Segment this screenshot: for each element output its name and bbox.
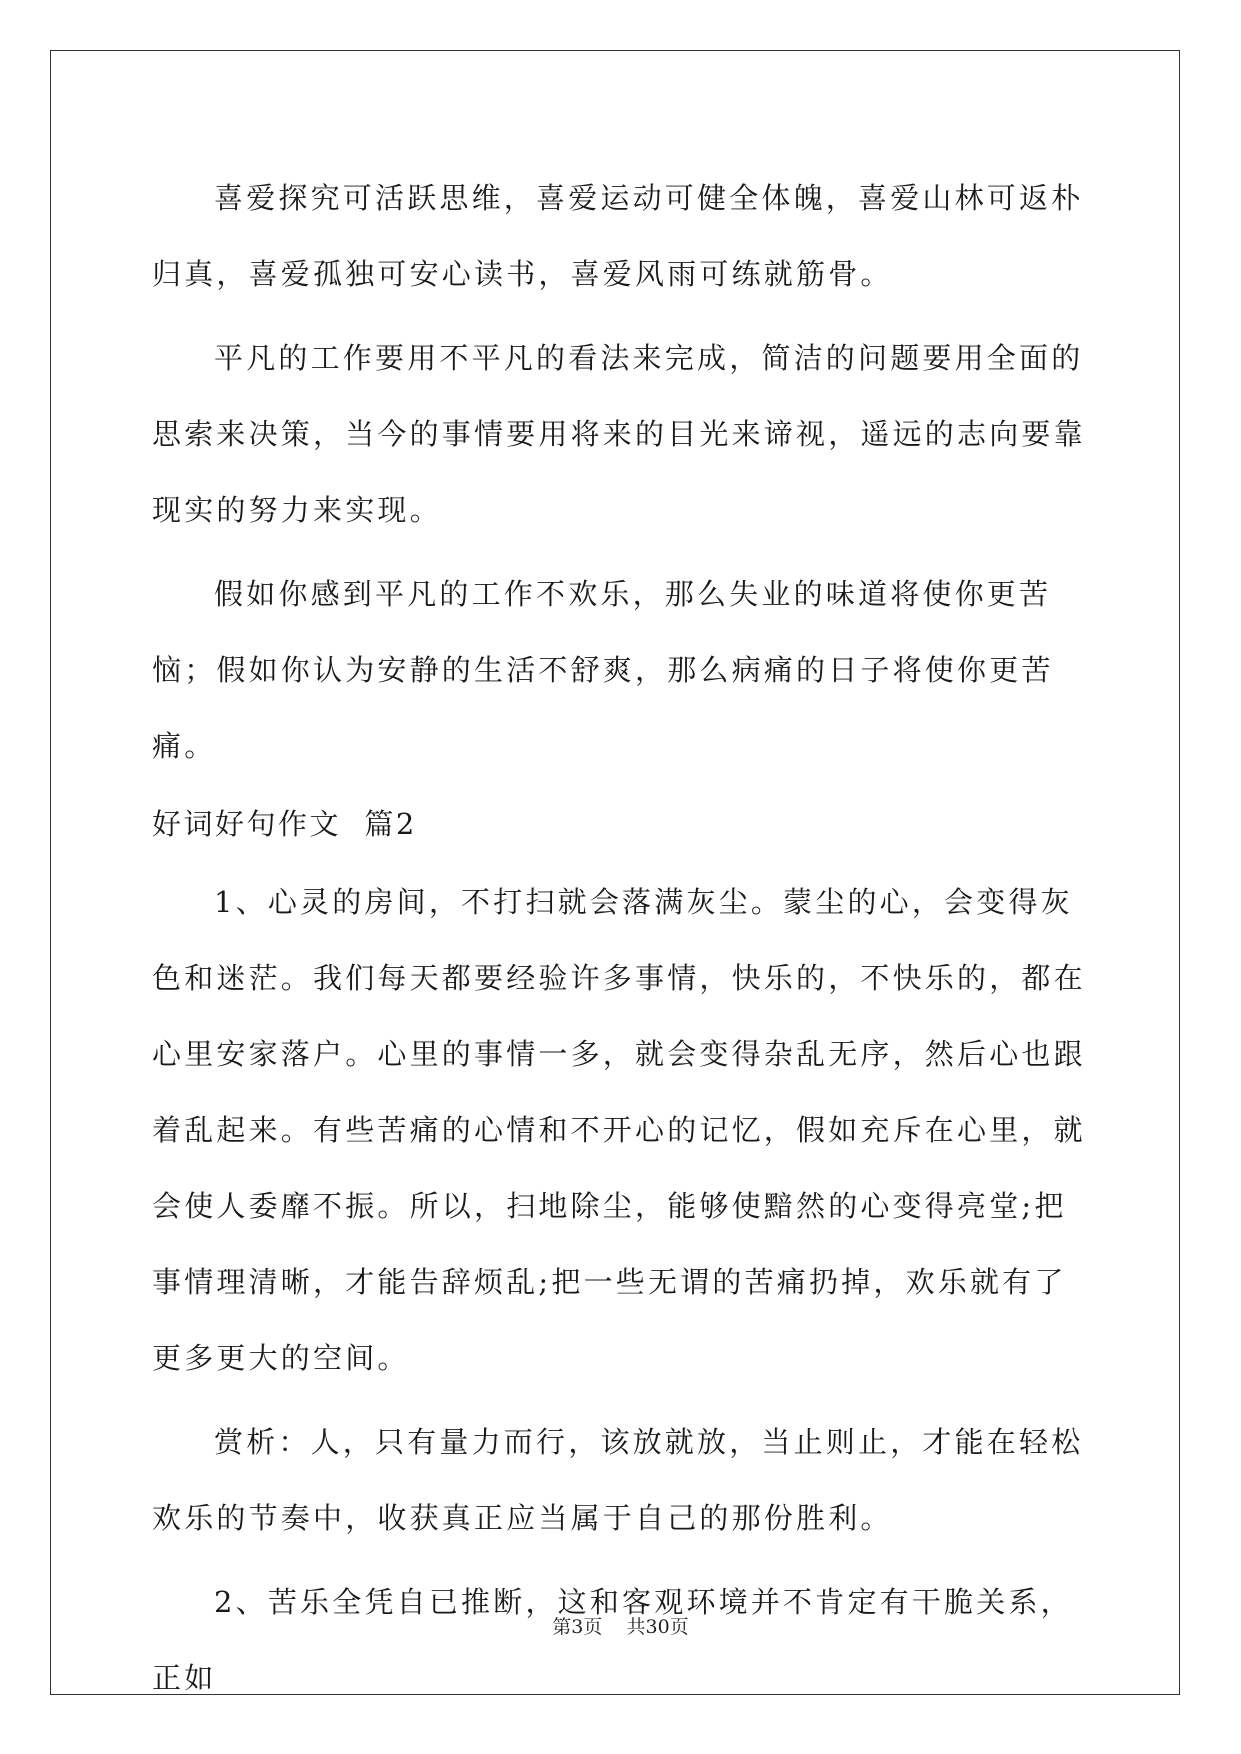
paragraph-6: 2、苦乐全凭自已推断，这和客观环境并不肯定有干脆关系，正如: [152, 1585, 1073, 1695]
paragraph-5: 赏析：人，只有量力而行，该放就放，当止则止，才能在轻松欢乐的节奏中，收获真正应当属于自己的那份胜利。: [152, 1425, 1084, 1535]
section-heading: 好词好句作文 篇2: [152, 807, 417, 841]
paragraph-2: 平凡的工作要用不平凡的看法来完成，简洁的问题要用全面的思索来决策，当今的事情要用将来的目光来谛视，遥远的志向要靠现实的努力来实现。: [152, 341, 1086, 527]
paragraph-3: 假如你感到平凡的工作不欢乐，那么失业的味道将使你更苦恼；假如你认为安静的生活不舒爽，那么病痛的日子将使你更苦痛。: [152, 577, 1054, 763]
document-body: [152, 160, 1087, 1724]
page-footer: [0, 1612, 1241, 1639]
paragraph-1: 喜爱探究可活跃思维，喜爱运动可健全体魄，喜爱山林可返朴归真，喜爱孤独可安心读书，喜爱风雨可练就筋骨。: [152, 181, 1084, 291]
paragraph-4: 1、心灵的房间，不打扫就会落满灰尘。蒙尘的心，会变得灰色和迷茫。我们每天都要经验许多事情，快乐的，不快乐的，都在心里安家落户。心里的事情一多，就会变得杂乱无序，然后心也跟着乱起来。有些苦痛的心情和不开心的记忆，假如充斥在心里，就会使人委靡不振。所以，扫地除尘，能够使黯然的心变得亮堂;把事情理清晰，才能告辞烦乱;把一些无谓的苦痛扔掉，欢乐就有了更多更大的空间。: [152, 885, 1086, 1375]
page-total: 共30页: [626, 1616, 689, 1638]
page-number: 第3页: [552, 1616, 603, 1638]
